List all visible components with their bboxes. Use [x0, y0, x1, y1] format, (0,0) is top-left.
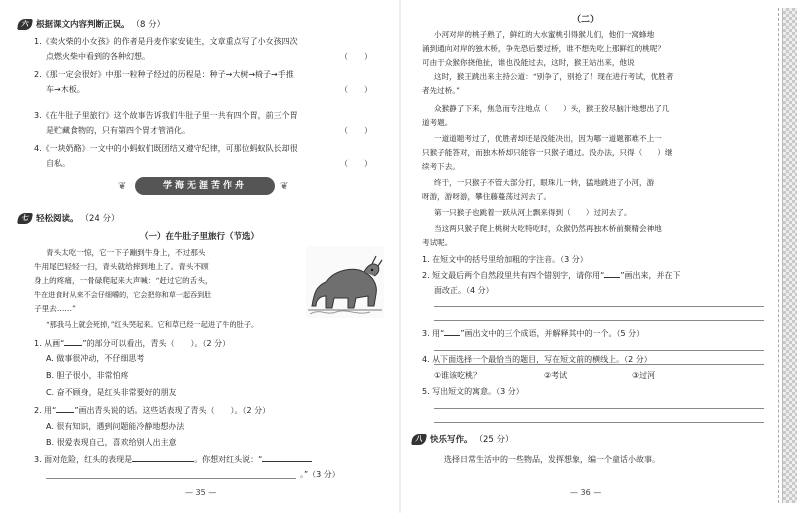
- banner-left-flourish-icon: ❦: [118, 181, 127, 192]
- right-page: [400, 0, 800, 513]
- reading2-q3-stem-end: ”画出文中的三个成语，并解释其中的一个。（5 分）: [460, 329, 645, 338]
- passage-1-line-4: 牛在进食时从来不会仔细嚼的，它会把你和草一起吞到肚: [34, 290, 212, 299]
- passage-2-line-7: 道考题。: [422, 118, 453, 127]
- reading1-q1-stem-start: 1. 从画“: [34, 339, 65, 348]
- reading2-q4-option-2[interactable]: ②考试: [544, 371, 568, 380]
- reading1-q3-stem-end: 。”（3 分）: [300, 470, 340, 479]
- banner-right-flourish-icon: ❦: [280, 181, 289, 192]
- section-6-score: （8 分）: [131, 20, 166, 30]
- reading1-q1-stem-end: ”的部分可以看出，青头（ ）。（2 分）: [82, 339, 231, 348]
- reading1-q3-stem-start: 3. 面对危险，红头的表现是: [34, 455, 133, 464]
- section-7-header: [18, 212, 120, 224]
- reading2-q4-option-1[interactable]: ①谁该吃桃？: [434, 371, 482, 380]
- passage-1-line-3: 身上的疼痛，一骨碌爬起来大声喊：“赶过它的舌头，: [34, 276, 213, 285]
- section-6-header: [18, 18, 165, 30]
- judge-q1-line1: 1.《卖火柴的小女孩》的作者是丹麦作家安徒生，文章重点写了小女孩四次: [34, 37, 298, 46]
- reading2-q2-answer-line-1[interactable]: [434, 306, 764, 307]
- reading2-q2-line2: 面改正。（4 分）: [434, 286, 494, 295]
- reading2-q5-answer-line-1[interactable]: [434, 408, 764, 409]
- section-8-title: 快乐写作。: [430, 435, 473, 445]
- page-number-left: — 35 —: [185, 488, 217, 497]
- reading1-q3-stem-mid: 。你想对红头说：“: [194, 455, 263, 464]
- reading2-q3-stem-start: 3. 用“: [422, 329, 445, 338]
- reading1-q1-option-a[interactable]: A. 做事很冲动，不仔细思考: [46, 354, 145, 363]
- section-7-badge: 七: [17, 213, 33, 224]
- judge-q4-line1: 4.《一块奶酪》一文中的小蚂蚁们既团结又遵守纪律，可那位蚂蚁队长却很: [34, 144, 298, 153]
- cow-illustration: [306, 246, 384, 318]
- reading1-q1-option-b[interactable]: B. 胆子很小，非常怕疼: [46, 371, 129, 380]
- judge-q4-answer[interactable]: （ ）: [340, 159, 372, 168]
- reading2-q2-line1: [422, 268, 680, 283]
- reading2-q5: 5. 写出短文的寓意。（3 分）: [422, 387, 524, 396]
- reading2-q2-stem-end: ”画出来，并在下: [620, 271, 681, 280]
- reading2-q4: 4. 从下面选择一个最恰当的题目，写在短文前的横线上。（2 分）: [422, 355, 652, 364]
- section-8-header: [412, 433, 514, 445]
- reading1-q2-stem: [34, 403, 270, 418]
- reading2-q3: [422, 326, 644, 341]
- reading2-q2-stem-start: 2. 短文最后两个自然段里共有四个错别字，请你用“: [422, 271, 605, 280]
- reading1-q1-stem: [34, 336, 230, 351]
- reading2-q2-line-sample: [604, 268, 620, 278]
- page-number-right: — 36 —: [570, 488, 602, 497]
- passage-2-line-3: 可由于众猴你挠他扯，谁也没能过去，这时，猴王站出来，他说: [422, 58, 635, 67]
- passage-1-line-2: 牛用尾巴轻轻一扫，青头就给摔到地上了。青头不顾: [34, 262, 209, 271]
- reading1-q1-option-c[interactable]: C. 奋不顾身，是红头非常要好的朋友: [46, 388, 177, 397]
- reading2-q4-option-3[interactable]: ③过河: [632, 371, 656, 380]
- passage-2-line-12: 呀游，游呀游，攀住藤蔓荡过河去了。: [422, 192, 552, 201]
- reading2-q1: 1. 在短文中的括号里给加粗的字注音。（3 分）: [422, 255, 588, 264]
- passage-2-line-5: 者先过桥。”: [422, 86, 461, 95]
- passage-2-line-11: 终于，一只猴子不管大部分打，眼珠儿一转，猛地跳进了小河，游: [434, 178, 655, 187]
- straight-line-sample: [56, 403, 74, 413]
- judge-q2-line1: 2.《那一定会很好》中那一粒种子经过的历程是：种子→大树→椅子→手推: [34, 70, 294, 79]
- passage-2-line-10: 续考下去。: [422, 162, 460, 171]
- passage-1-line-6: “那我马上就会死掉，”红头哭起来。它和草已经一起进了牛的肚子。: [46, 320, 259, 329]
- judge-q3-answer[interactable]: （ ）: [340, 126, 372, 135]
- judge-q2-line2: 车→木板。: [46, 85, 85, 94]
- reading1-q2-option-a[interactable]: A. 很有知识，遇到问题能冷静地想办法: [46, 422, 185, 431]
- reading2-q5-answer-line-2[interactable]: [434, 422, 764, 423]
- passage-1-line-1: 青头太吃一惊，它一下子蹦到牛身上，不过那头: [46, 248, 206, 257]
- passage-1-title: （一）在牛肚子里旅行（节选）: [140, 232, 260, 242]
- reading2-q3-answer-line-1[interactable]: [434, 350, 764, 351]
- reading1-q2-stem-start: 2. 用“: [34, 406, 57, 415]
- section-6-badge: 六: [17, 19, 33, 30]
- motto-banner: 学海无涯苦作舟: [135, 177, 275, 195]
- passage-2-line-8: 一道道题考过了，优胜者却还是没能决出，因为哪一道题都难不上一: [434, 134, 662, 143]
- section-7-title: 轻松阅读。: [36, 214, 79, 224]
- passage-2-line-14: 当这两只猴子爬上桃树大吃特吃时，众猴仍然再独木桥前聚精会神地: [434, 224, 662, 233]
- reading1-q2-option-b[interactable]: B. 很爱表现自己，喜欢给别人出主意: [46, 438, 177, 447]
- passage-2-line-1: 小河对岸的桃子熟了，鲜红的大水蜜桃引得猴儿们，他们一窝蜂地: [434, 30, 655, 39]
- wavy-line-sample: [64, 336, 82, 346]
- reading1-q3-stem: [34, 452, 312, 467]
- section-6-title: 根据课文内容判断正误。: [36, 20, 130, 30]
- passage-2-line-4: 这时，猴王跳出来主持公道：“别争了，别抢了！现在进行考试，优胜者: [434, 72, 674, 81]
- reading1-q2-stem-end: ”画出青头说的话。这些话表现了青头（ ）。（2 分）: [74, 406, 271, 415]
- cut-dashed-line: [778, 8, 779, 503]
- reading2-q3-line-sample: [444, 326, 460, 336]
- reading1-q3-answer-line[interactable]: [46, 478, 296, 479]
- writing-prompt: 选择日常生活中的一些物品，发挥想象，编一个童话小故事。: [444, 455, 660, 464]
- passage-1-line-5: 子里去……”: [34, 304, 76, 313]
- passage-2-line-2: 涌到通向对岸的独木桥，争先恐后要过桥，谁不想先吃上那鲜红的桃呢？: [422, 44, 665, 53]
- judge-q3-line1: 3.《在牛肚子里旅行》这个故事告诉我们牛肚子里一共有四个胃，前三个胃: [34, 111, 298, 120]
- judge-q4-line2: 自私。: [46, 159, 70, 168]
- reading1-q3-blank-2[interactable]: [262, 452, 312, 462]
- passage-2-line-9: 只猴子能答对，而独木桥却只能容一只猴子通过。没办法，只得（ ）继: [422, 148, 673, 157]
- judge-q1-answer[interactable]: （ ）: [340, 52, 372, 61]
- judge-q1-line2: 点燃火柴中看到的各种幻想。: [46, 52, 150, 61]
- judge-q3-line2: 是贮藏食物的，只有第四个胃才管消化。: [46, 126, 190, 135]
- section-8-score: （25 分）: [474, 435, 514, 445]
- passage-2-title: （二）: [572, 15, 600, 25]
- decorative-side-strip: [782, 8, 797, 503]
- judge-q2-answer[interactable]: （ ）: [340, 85, 372, 94]
- passage-2-line-13: 第一只猴子也跳着一跃从河上飘来得到（ ）过河去了。: [434, 208, 632, 217]
- reading2-q2-answer-line-2[interactable]: [434, 320, 764, 321]
- passage-2-line-6: 众猴静了下来，焦急而专注地点（ ）头，猴王狡尽脑汁地想出了几: [434, 104, 670, 113]
- reading1-q3-blank-1[interactable]: [132, 452, 194, 462]
- section-7-score: （24 分）: [80, 214, 120, 224]
- section-8-badge: 八: [411, 434, 427, 445]
- passage-2-line-15: 考试呢。: [422, 238, 453, 247]
